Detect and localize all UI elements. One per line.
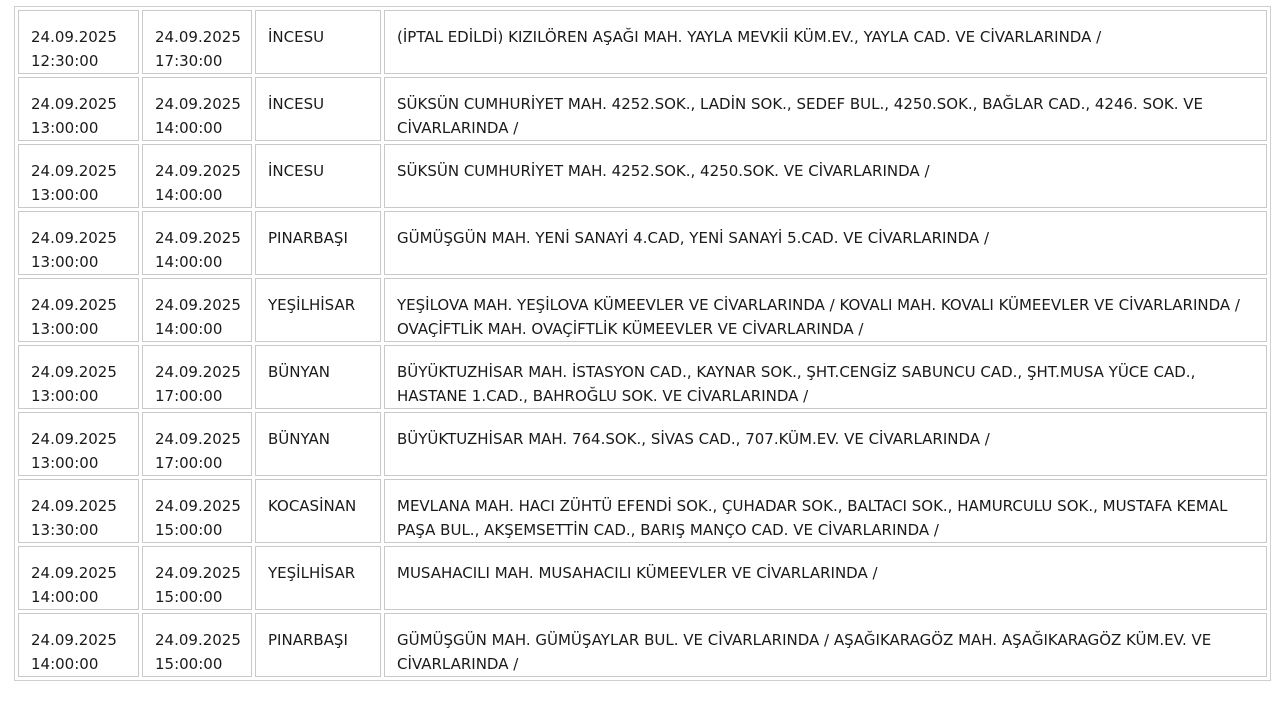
district-name: PINARBAŞI [268, 229, 348, 247]
table-row [18, 211, 1267, 275]
end-time: 15:00:00 [155, 588, 223, 606]
start-time: 13:00:00 [31, 119, 99, 137]
start-cell [18, 345, 139, 409]
start-cell [18, 546, 139, 610]
district-name: PINARBAŞI [268, 631, 348, 649]
location-detail: MEVLANA MAH. HACI ZÜHTÜ EFENDİ SOK., ÇUHADAR SOK., BALTACI SOK., HAMURCULU SOK., MUSTAFA KEMAL PAŞA BUL., AKŞEMSETTİN CAD., BARIŞ MANÇO CAD. VE CİVARLARINDA / [397, 497, 1228, 539]
table-row [18, 412, 1267, 476]
start-time: 12:30:00 [31, 52, 99, 70]
start-date: 24.09.2025 [31, 28, 117, 46]
district-name: İNCESU [268, 162, 325, 180]
location-detail: SÜKSÜN CUMHURİYET MAH. 4252.SOK., 4250.SOK. VE CİVARLARINDA / [397, 162, 930, 180]
start-date: 24.09.2025 [31, 296, 117, 314]
end-date: 24.09.2025 [155, 430, 241, 448]
detail-cell [384, 546, 1267, 610]
start-cell [18, 144, 139, 208]
end-time: 17:30:00 [155, 52, 223, 70]
location-detail: MUSAHACILI MAH. MUSAHACILI KÜMEEVLER VE CİVARLARINDA / [397, 564, 878, 582]
detail-cell [384, 77, 1267, 141]
end-time: 14:00:00 [155, 320, 223, 338]
district-name: İNCESU [268, 95, 325, 113]
start-cell [18, 613, 139, 677]
district-cell [255, 412, 381, 476]
end-date: 24.09.2025 [155, 28, 241, 46]
district-cell [255, 345, 381, 409]
detail-cell [384, 211, 1267, 275]
start-date: 24.09.2025 [31, 162, 117, 180]
end-cell [142, 144, 252, 208]
district-cell [255, 211, 381, 275]
start-cell [18, 412, 139, 476]
start-time: 13:00:00 [31, 454, 99, 472]
table-row [18, 479, 1267, 543]
end-date: 24.09.2025 [155, 363, 241, 381]
end-cell [142, 77, 252, 141]
end-date: 24.09.2025 [155, 296, 241, 314]
detail-cell [384, 278, 1267, 342]
start-date: 24.09.2025 [31, 229, 117, 247]
detail-cell [384, 345, 1267, 409]
end-date: 24.09.2025 [155, 564, 241, 582]
end-time: 17:00:00 [155, 454, 223, 472]
start-date: 24.09.2025 [31, 95, 117, 113]
table-row [18, 546, 1267, 610]
end-cell [142, 278, 252, 342]
district-cell [255, 77, 381, 141]
district-name: İNCESU [268, 28, 325, 46]
end-cell [142, 546, 252, 610]
table-row [18, 77, 1267, 141]
detail-cell [384, 412, 1267, 476]
start-time: 13:00:00 [31, 253, 99, 271]
start-date: 24.09.2025 [31, 631, 117, 649]
district-cell [255, 546, 381, 610]
end-date: 24.09.2025 [155, 95, 241, 113]
start-time: 13:30:00 [31, 521, 99, 539]
location-detail: GÜMÜŞGÜN MAH. GÜMÜŞAYLAR BUL. VE CİVARLARINDA / AŞAĞIKARAGÖZ MAH. AŞAĞIKARAGÖZ KÜM.EV. VE CİVARLARINDA / [397, 631, 1212, 673]
end-date: 24.09.2025 [155, 497, 241, 515]
district-name: YEŞİLHİSAR [268, 564, 356, 582]
location-detail: SÜKSÜN CUMHURİYET MAH. 4252.SOK., LADİN SOK., SEDEF BUL., 4250.SOK., BAĞLAR CAD., 4246. SOK. VE CİVARLARINDA / [397, 95, 1204, 137]
end-date: 24.09.2025 [155, 631, 241, 649]
start-cell [18, 278, 139, 342]
table-row [18, 10, 1267, 74]
district-name: YEŞİLHİSAR [268, 296, 356, 314]
location-detail: (İPTAL EDİLDİ) KIZILÖREN AŞAĞI MAH. YAYLA MEVKİİ KÜM.EV., YAYLA CAD. VE CİVARLARINDA / [397, 28, 1102, 46]
detail-cell [384, 479, 1267, 543]
start-cell [18, 77, 139, 141]
district-name: BÜNYAN [268, 430, 330, 448]
end-cell [142, 345, 252, 409]
end-time: 14:00:00 [155, 119, 223, 137]
district-name: BÜNYAN [268, 363, 330, 381]
detail-cell [384, 613, 1267, 677]
start-date: 24.09.2025 [31, 564, 117, 582]
detail-cell [384, 10, 1267, 74]
end-cell [142, 412, 252, 476]
detail-cell [384, 144, 1267, 208]
start-date: 24.09.2025 [31, 363, 117, 381]
location-detail: GÜMÜŞGÜN MAH. YENİ SANAYİ 4.CAD, YENİ SANAYİ 5.CAD. VE CİVARLARINDA / [397, 229, 990, 247]
table-row [18, 613, 1267, 677]
end-cell [142, 613, 252, 677]
start-cell [18, 211, 139, 275]
table-row [18, 278, 1267, 342]
end-time: 15:00:00 [155, 521, 223, 539]
start-cell [18, 10, 139, 74]
district-cell [255, 278, 381, 342]
start-time: 14:00:00 [31, 655, 99, 673]
table-row [18, 345, 1267, 409]
start-date: 24.09.2025 [31, 430, 117, 448]
end-time: 17:00:00 [155, 387, 223, 405]
start-date: 24.09.2025 [31, 497, 117, 515]
start-cell [18, 479, 139, 543]
district-cell [255, 144, 381, 208]
district-name: KOCASİNAN [268, 497, 357, 515]
location-detail: YEŞİLOVA MAH. YEŞİLOVA KÜMEEVLER VE CİVARLARINDA / KOVALI MAH. KOVALI KÜMEEVLER VE CİVARLARINDA / OVAÇİFTLİK MAH. OVAÇİFTLİK KÜMEEVLER VE CİVARLARINDA / [397, 296, 1240, 338]
start-time: 14:00:00 [31, 588, 99, 606]
end-time: 14:00:00 [155, 253, 223, 271]
district-cell [255, 10, 381, 74]
end-time: 14:00:00 [155, 186, 223, 204]
start-time: 13:00:00 [31, 320, 99, 338]
end-date: 24.09.2025 [155, 229, 241, 247]
table-row [18, 144, 1267, 208]
outage-table [14, 6, 1271, 681]
end-cell [142, 479, 252, 543]
location-detail: BÜYÜKTUZHİSAR MAH. İSTASYON CAD., KAYNAR SOK., ŞHT.CENGİZ SABUNCU CAD., ŞHT.MUSA YÜCE CAD., HASTANE 1.CAD., BAHROĞLU SOK. VE CİVARLARINDA / [397, 363, 1196, 405]
outage-table-body [18, 10, 1267, 677]
end-time: 15:00:00 [155, 655, 223, 673]
end-cell [142, 10, 252, 74]
district-cell [255, 479, 381, 543]
end-cell [142, 211, 252, 275]
location-detail: BÜYÜKTUZHİSAR MAH. 764.SOK., SİVAS CAD., 707.KÜM.EV. VE CİVARLARINDA / [397, 430, 990, 448]
start-time: 13:00:00 [31, 387, 99, 405]
district-cell [255, 613, 381, 677]
start-time: 13:00:00 [31, 186, 99, 204]
end-date: 24.09.2025 [155, 162, 241, 180]
